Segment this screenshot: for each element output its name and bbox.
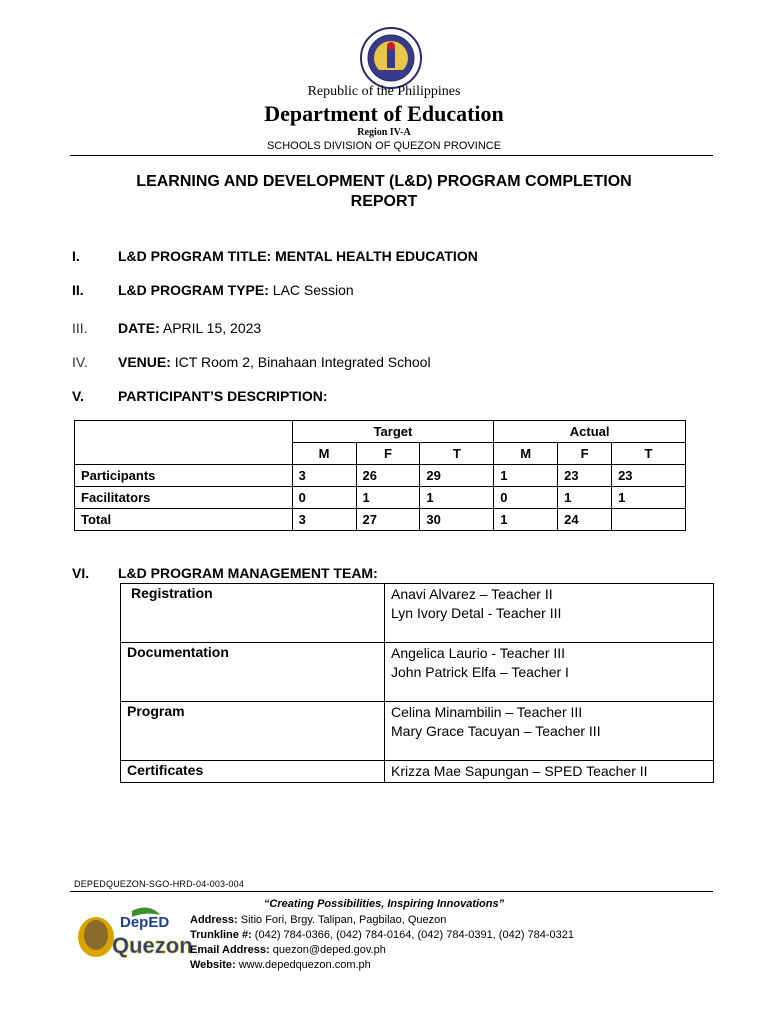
- section-6-text: L&D PROGRAM MANAGEMENT TEAM:: [118, 565, 378, 581]
- member-name: John Patrick Elfa – Teacher I: [391, 664, 569, 680]
- row-label: Total: [75, 509, 293, 531]
- member-name: Krizza Mae Sapungan – SPED Teacher II: [391, 763, 648, 779]
- table-cell: 1: [494, 509, 558, 531]
- logo-text-top: DepED: [120, 914, 170, 931]
- role-label: Certificates: [121, 761, 385, 783]
- table-cell: 27: [356, 509, 420, 531]
- table-cell: 1: [420, 487, 494, 509]
- management-team-table: [120, 583, 714, 783]
- sub-header: M: [494, 443, 558, 465]
- table-row: [75, 487, 686, 509]
- table-row: [121, 761, 714, 783]
- header-divider: [70, 155, 713, 156]
- table-cell: 1: [356, 487, 420, 509]
- deped-seal-icon: [353, 26, 429, 90]
- table-row: [121, 702, 714, 761]
- section-2-text: L&D PROGRAM TYPE: LAC Session: [118, 282, 354, 298]
- role-label: Program: [121, 702, 385, 761]
- section-2-num: II.: [72, 282, 84, 298]
- table-cell: 1: [558, 487, 612, 509]
- table-cell: 24: [558, 509, 612, 531]
- deped-quezon-logo-icon: [72, 905, 193, 961]
- table-cell: 30: [420, 509, 494, 531]
- address-line: Address: Sitio Fori, Brgy. Talipan, Pagbilao, Quezon: [190, 914, 447, 926]
- role-members: [385, 761, 714, 783]
- role-members: [385, 702, 714, 761]
- role-members: [385, 643, 714, 702]
- sub-header: T: [612, 443, 686, 465]
- participants-table: [74, 420, 686, 531]
- table-row: [121, 643, 714, 702]
- member-name: Lyn Ivory Detal - Teacher III: [391, 605, 562, 621]
- footer-divider: [70, 891, 713, 892]
- role-members: [385, 584, 714, 643]
- member-name: Celina Minambilin – Teacher III: [391, 704, 583, 720]
- member-name: Anavi Alvarez – Teacher II: [391, 586, 553, 602]
- row-label: Participants: [75, 465, 293, 487]
- table-row: [75, 509, 686, 531]
- republic-line: Republic of the Philippines: [307, 84, 461, 99]
- section-3-num: III.: [72, 320, 88, 336]
- section-4-text: VENUE: ICT Room 2, Binahaan Integrated School: [118, 354, 431, 370]
- member-name: Mary Grace Tacuyan – Teacher III: [391, 723, 601, 739]
- document-code: DEPEDQUEZON-SGO-HRD-04-003-004: [74, 879, 245, 889]
- footer-contact: [190, 913, 574, 973]
- sub-header: M: [292, 443, 356, 465]
- section-1-text: L&D PROGRAM TITLE: MENTAL HEALTH EDUCATION: [118, 248, 478, 264]
- actual-header: Actual: [494, 421, 686, 443]
- table-cell: 1: [612, 487, 686, 509]
- section-5-num: V.: [72, 388, 84, 404]
- table-cell: 23: [612, 465, 686, 487]
- table-cell: 23: [558, 465, 612, 487]
- target-header: Target: [292, 421, 494, 443]
- division-line: SCHOOLS DIVISION OF QUEZON PROVINCE: [266, 140, 502, 152]
- section-3-text: DATE: APRIL 15, 2023: [118, 320, 262, 336]
- section-4-num: IV.: [72, 354, 88, 370]
- table-row: [121, 584, 714, 643]
- motto: “Creating Possibilities, Inspiring Innovations”: [263, 898, 505, 910]
- department-name: Department of Education: [264, 101, 504, 126]
- report-title-line1: LEARNING AND DEVELOPMENT (L&D) PROGRAM COMPLETION: [136, 173, 632, 190]
- region-line: Region IV-A: [357, 127, 411, 138]
- section-5-text: PARTICIPANT’S DESCRIPTION:: [118, 388, 328, 404]
- table-cell: 0: [292, 487, 356, 509]
- table-cell: 0: [494, 487, 558, 509]
- row-label: Facilitators: [75, 487, 293, 509]
- role-label: Documentation: [121, 643, 385, 702]
- table-cell: 3: [292, 465, 356, 487]
- table-cell: 1: [494, 465, 558, 487]
- section-6-num: VI.: [72, 565, 90, 581]
- report-title-line2: REPORT: [350, 193, 418, 210]
- logo-text-bottom: Quezon: [112, 933, 193, 958]
- sub-header: F: [558, 443, 612, 465]
- table-cell: 3: [292, 509, 356, 531]
- member-name: Angelica Laurio - Teacher III: [391, 645, 566, 661]
- section-1-num: I.: [72, 248, 80, 264]
- email-line: Email Address: quezon@deped.gov.ph: [190, 944, 386, 956]
- role-label: Registration: [121, 584, 385, 643]
- table-cell: 29: [420, 465, 494, 487]
- table-corner-cell: [75, 421, 293, 465]
- sub-header: F: [356, 443, 420, 465]
- trunkline-line: Trunkline #: (042) 784-0366, (042) 784-0164, (042) 784-0391, (042) 784-0321: [190, 929, 575, 941]
- website-line: Website: www.depedquezon.com.ph: [190, 959, 371, 971]
- table-cell: [612, 509, 686, 531]
- table-row: [75, 465, 686, 487]
- table-cell: 26: [356, 465, 420, 487]
- sub-header: T: [420, 443, 494, 465]
